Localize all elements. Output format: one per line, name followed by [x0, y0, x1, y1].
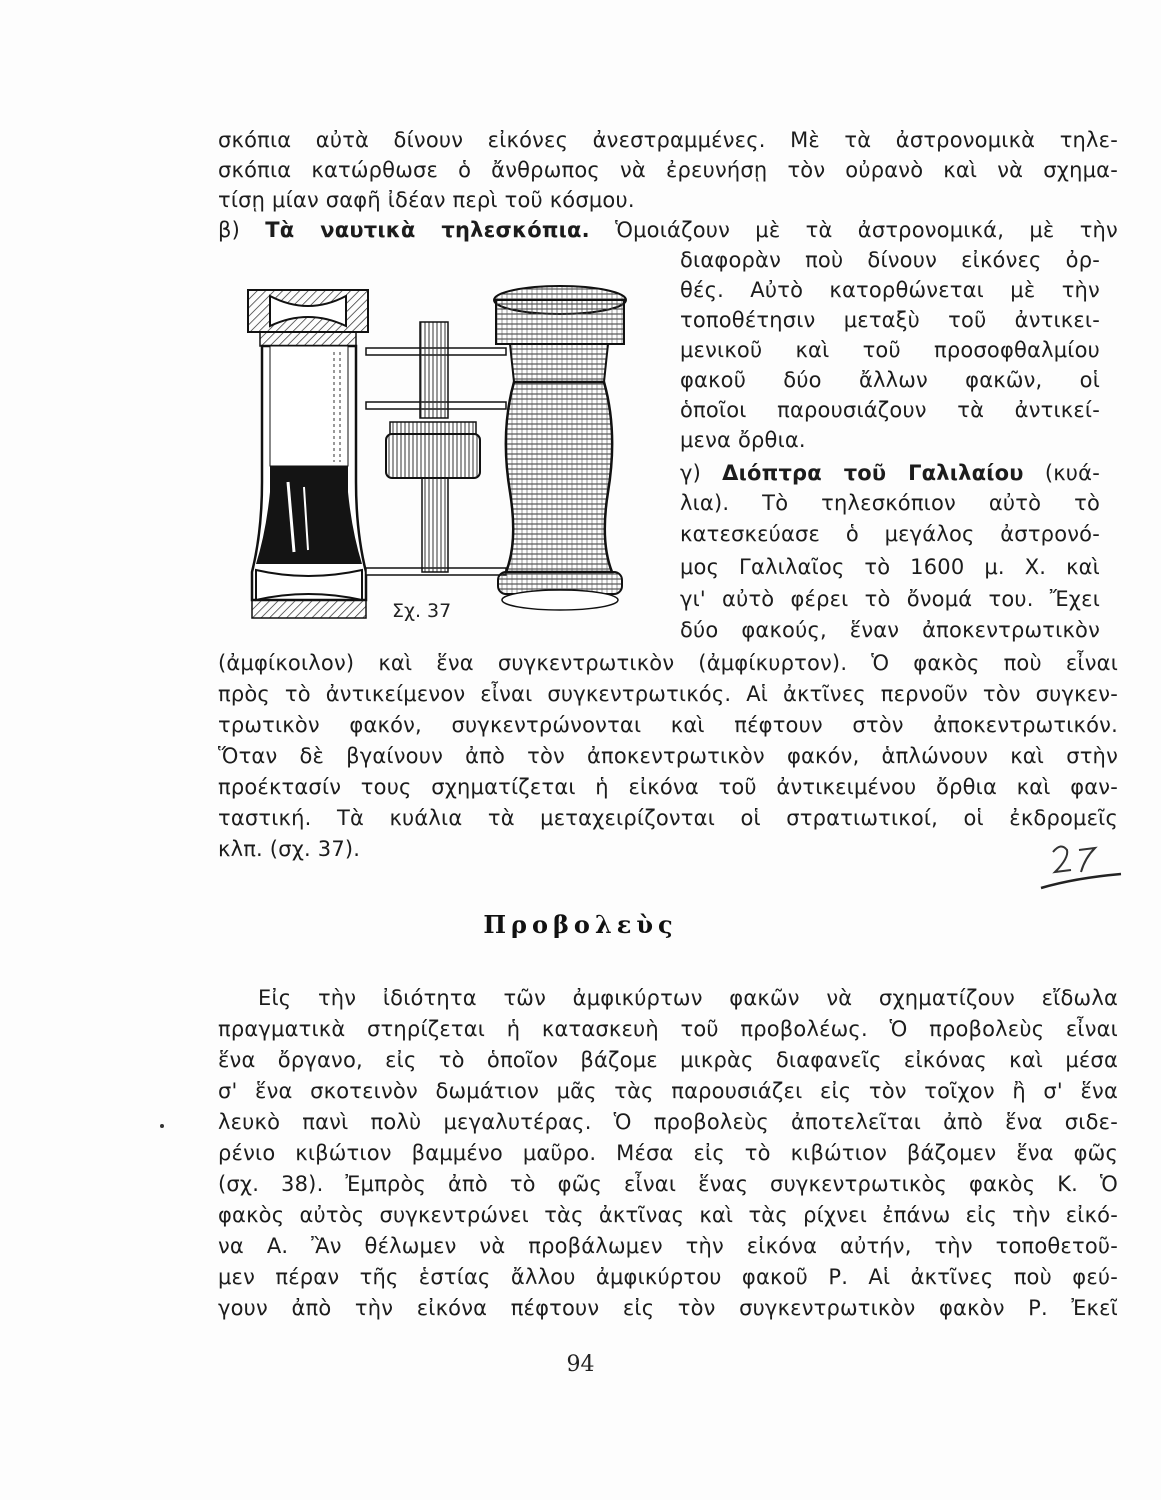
text-line: δύο φακούς, ἕναν ἀποκεντρωτικὸν [680, 618, 1100, 642]
text-line: κλπ. (σχ. 37). [218, 837, 361, 861]
right-barrel [494, 286, 626, 610]
bridge-bars [366, 322, 506, 575]
margin-dot [160, 1124, 164, 1128]
section-heading: Προβολεὺς [483, 910, 678, 939]
text-line: σκόπια αὐτὰ δίνουν εἰκόνες ἀνεστραμμένες. Μὲ τὰ ἀστρονομικὰ τηλε- [218, 128, 1118, 152]
text-line: Ὅταν δὲ βγαίνουν ἀπὸ τὸν ἀποκεντρωτικὸν φακόν, ἁπλώνουν καὶ στὴν [218, 744, 1118, 768]
text-line: μενα ὄρθια. [680, 428, 806, 452]
text-line: μος Γαλιλαῖος τὸ 1600 μ. Χ. καὶ [680, 555, 1100, 579]
text-line: μεν πέραν τῆς ἑστίας ἄλλου ἀμφικύρτου φακοῦ Ρ. Αἱ ἀκτῖνες ποὺ φεύ- [218, 1265, 1118, 1289]
figure-caption: Σχ. 37 [392, 600, 452, 622]
text-line: θές. Αὐτὸ κατορθώνεται μὲ τὴν [680, 278, 1100, 302]
section-b-rest: Ὁμοιάζουν μὲ τὰ ἀστρονομικά, μὲ τὴν [589, 218, 1118, 242]
section-g-prefix: γ) [680, 461, 723, 485]
text-line: σ' ἕνα σκοτεινὸν δωμάτιον μᾶς τὰς παρουσιάζει εἰς τὸν τοῖχον ἢ σ' ἕνα [218, 1079, 1118, 1103]
section-g-title: Διόπτρα τοῦ Γαλιλαίου [722, 461, 1024, 485]
section-b-prefix: β) [218, 218, 266, 242]
text-line: πρὸς τὸ ἀντικείμενον εἶναι συγκεντρωτικός. Αἱ ἀκτῖνες περνοῦν τὸν συγκεν- [218, 682, 1118, 706]
text-line: προέκτασίν τους σχηματίζεται ἡ εἰκόνα τοῦ ἀντικειμένου ὄρθια καὶ φαν- [218, 775, 1118, 799]
text-line: γι' αὐτὸ φέρει τὸ ὄνομά του. Ἔχει [680, 587, 1100, 611]
text-line: τρωτικὸν φακόν, συγκεντρώνονται καὶ πέφτουν στὸν ἀποκεντρωτικόν. [218, 713, 1118, 737]
page-number: 94 [566, 1352, 595, 1377]
handwritten-note [1035, 838, 1125, 898]
section-g-rest: (κυά- [1023, 461, 1100, 485]
section-b-line [218, 217, 1118, 244]
left-barrel-cutaway [248, 290, 368, 618]
text-line: διαφορὰν ποὺ δίνουν εἰκόνες ὀρ- [680, 248, 1100, 272]
text-line: να Α. Ἂν θέλωμεν νὰ προβάλωμεν τὴν εἰκόνα αὐτήν, τὴν τοποθετοῦ- [218, 1234, 1118, 1258]
text-line: φακὸς αὐτὸς συγκεντρώνει τὰς ἀκτῖνας καὶ τὰς ρίχνει ἐπάνω εἰς τὴν εἰκό- [218, 1203, 1118, 1227]
section-b-title: Τὰ ναυτικὰ τηλεσκόπια. [265, 218, 590, 242]
text-line: πραγματικὰ στηρίζεται ἡ κατασκευὴ τοῦ προβολέως. Ὁ προβολεὺς εἶναι [218, 1017, 1118, 1041]
text-line: λευκὸ πανὶ πολὺ μεγαλυτέρας. Ὁ προβολεὺς ἀποτελεῖται ἀπὸ ἕνα σιδε- [218, 1110, 1118, 1134]
text-line: Εἰς τὴν ἰδιότητα τῶν ἀμφικύρτων φακῶν νὰ σχηματίζουν εἴδωλα [258, 986, 1118, 1010]
text-line: ταστική. Τὰ κυάλια τὰ μεταχειρίζονται οἱ στρατιωτικοί, οἱ ἐκδρομεῖς [218, 806, 1118, 830]
text-line: σκόπια κατώρθωσε ὁ ἄνθρωπος νὰ ἐρευνήσῃ τὸν οὐρανὸ καὶ νὰ σχημα- [218, 158, 1118, 182]
opera-glasses-figure [240, 282, 660, 632]
text-line: κατεσκεύασε ὁ μεγάλος ἀστρονό- [680, 522, 1100, 546]
text-line: φακοῦ δύο ἄλλων φακῶν, οἱ [680, 368, 1100, 392]
text-line: γουν ἀπὸ τὴν εἰκόνα πέφτουν εἰς τὸν συγκεντρωτικὸν φακὸν Ρ. Ἐκεῖ [218, 1296, 1118, 1320]
text-line: (ἀμφίκοιλον) καὶ ἕνα συγκεντρωτικὸν (ἀμφίκυρτον). Ὁ φακὸς ποὺ εἶναι [218, 651, 1118, 675]
text-line: (σχ. 38). Ἐμπρὸς ἀπὸ τὸ φῶς εἶναι ἕνας συγκεντρωτικὸς φακὸς Κ. Ὁ [218, 1172, 1118, 1196]
text-line: ἕνα ὄργανο, εἰς τὸ ὁποῖον βάζομε μικρὰς διαφανεῖς εἰκόνας καὶ μέσα [218, 1048, 1118, 1072]
text-line: λια). Τὸ τηλεσκόπιον αὐτὸ τὸ [680, 491, 1100, 515]
text-line: μενικοῦ καὶ τοῦ προσοφθαλμίου [680, 338, 1100, 362]
text-line: τίσῃ μίαν σαφῆ ἰδέαν περὶ τοῦ κόσμου. [218, 188, 635, 212]
text-line: ρένιο κιβώτιον βαμμένο μαῦρο. Μέσα εἰς τὸ κιβώτιον βάζομεν ἕνα φῶς [218, 1141, 1118, 1165]
text-line: τοποθέτησιν μεταξὺ τοῦ ἀντικει- [680, 308, 1100, 332]
text-line: ὁποῖοι παρουσιάζουν τὰ ἀντικεί- [680, 398, 1100, 422]
section-g-line [680, 460, 1100, 487]
